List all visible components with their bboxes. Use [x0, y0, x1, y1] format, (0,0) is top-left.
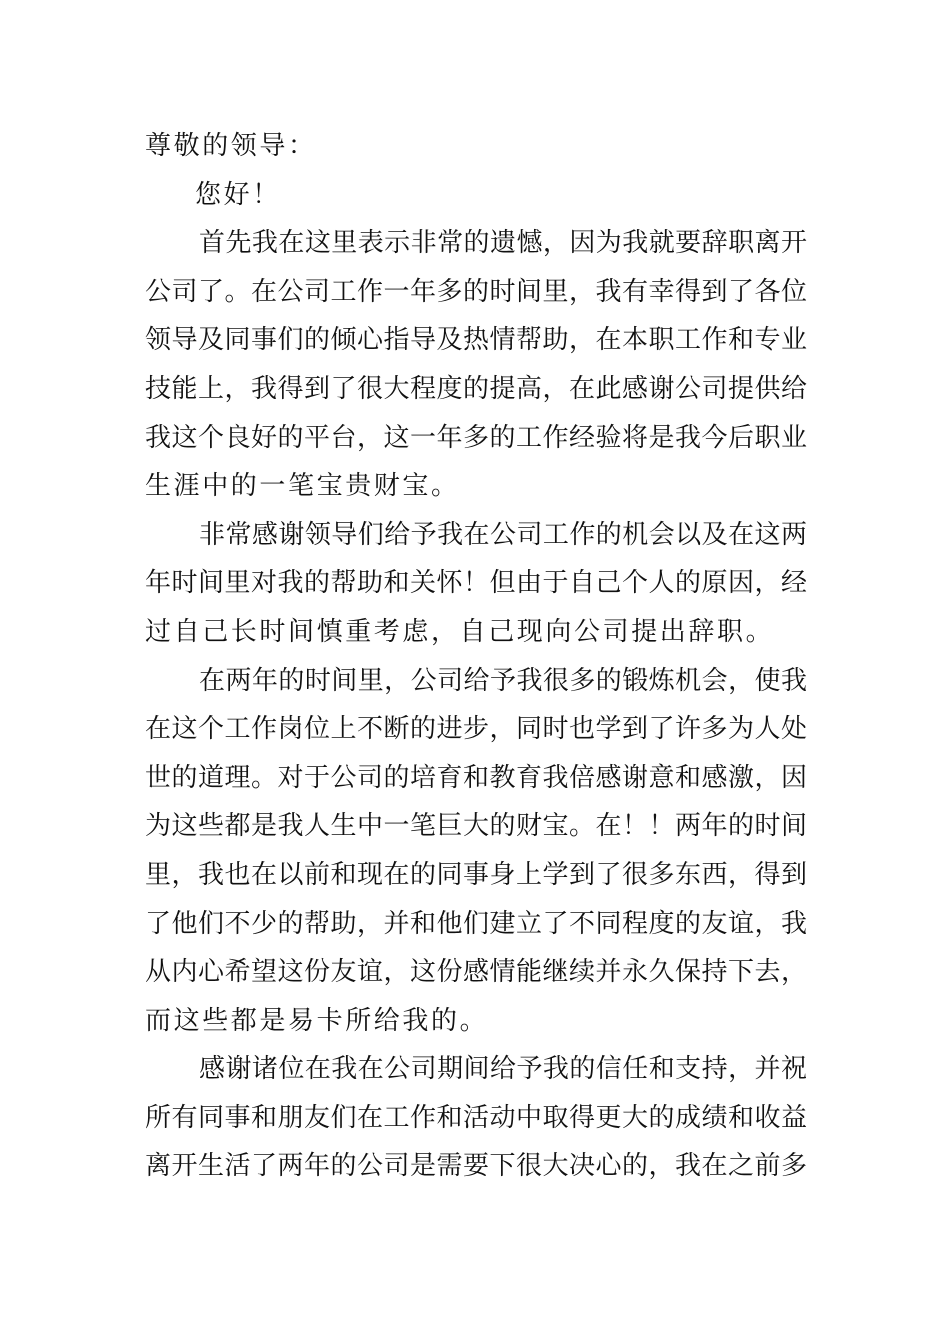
- paragraph-4-line-3: 离开生活了两年的公司是需要下很大决心的，我在之前多: [145, 1151, 807, 1182]
- paragraph-1-line-4: 技能上，我得到了很大程度的提高，在此感谢公司提供给: [145, 373, 807, 404]
- greeting: 您好！: [195, 179, 281, 210]
- paragraph-3-line-1: 在两年的时间里，公司给予我很多的锻炼机会，使我: [199, 665, 807, 696]
- paragraph-1-line-2: 公司了。在公司工作一年多的时间里，我有幸得到了各位: [145, 276, 807, 307]
- paragraph-3-line-8: 而这些都是易卡所给我的。: [145, 1005, 489, 1036]
- paragraph-1-line-5: 我这个良好的平台，这一年多的工作经验将是我今后职业: [145, 422, 807, 453]
- letter-body: [145, 122, 807, 1191]
- paragraph-2-line-2: 年时间里对我的帮助和关怀！但由于自己个人的原因，经: [145, 568, 807, 599]
- paragraph-3-line-3: 世的道理。对于公司的培育和教育我倍感谢意和感激，因: [145, 762, 807, 793]
- paragraph-2-line-1: 非常感谢领导们给予我在公司工作的机会以及在这两: [199, 519, 807, 550]
- paragraph-3-line-4: 为这些都是我人生中一笔巨大的财宝。在！！两年的时间: [145, 811, 807, 842]
- paragraph-4-line-2: 所有同事和朋友们在工作和活动中取得更大的成绩和收益: [145, 1102, 807, 1133]
- paragraph-3-line-7: 从内心希望这份友谊，这份感情能继续并永久保持下去，: [145, 957, 807, 988]
- paragraph-3-line-2: 在这个工作岗位上不断的进步，同时也学到了许多为人处: [145, 714, 807, 745]
- paragraph-1-line-1: 首先我在这里表示非常的遗憾，因为我就要辞职离开: [199, 228, 807, 259]
- paragraph-1-line-3: 领导及同事们的倾心指导及热情帮助，在本职工作和专业: [145, 325, 807, 356]
- paragraph-1-line-6: 生涯中的一笔宝贵财宝。: [145, 471, 460, 502]
- paragraph-3-line-6: 了他们不少的帮助，并和他们建立了不同程度的友谊，我: [145, 908, 807, 939]
- paragraph-3-line-5: 里，我也在以前和现在的同事身上学到了很多东西，得到: [145, 859, 807, 890]
- salutation: 尊敬的领导：: [145, 131, 317, 161]
- paragraph-4-line-1: 感谢诸位在我在公司期间给予我的信任和支持，并祝: [199, 1054, 807, 1085]
- paragraph-2-line-3: 过自己长时间慎重考虑，自己现向公司提出辞职。: [145, 616, 775, 647]
